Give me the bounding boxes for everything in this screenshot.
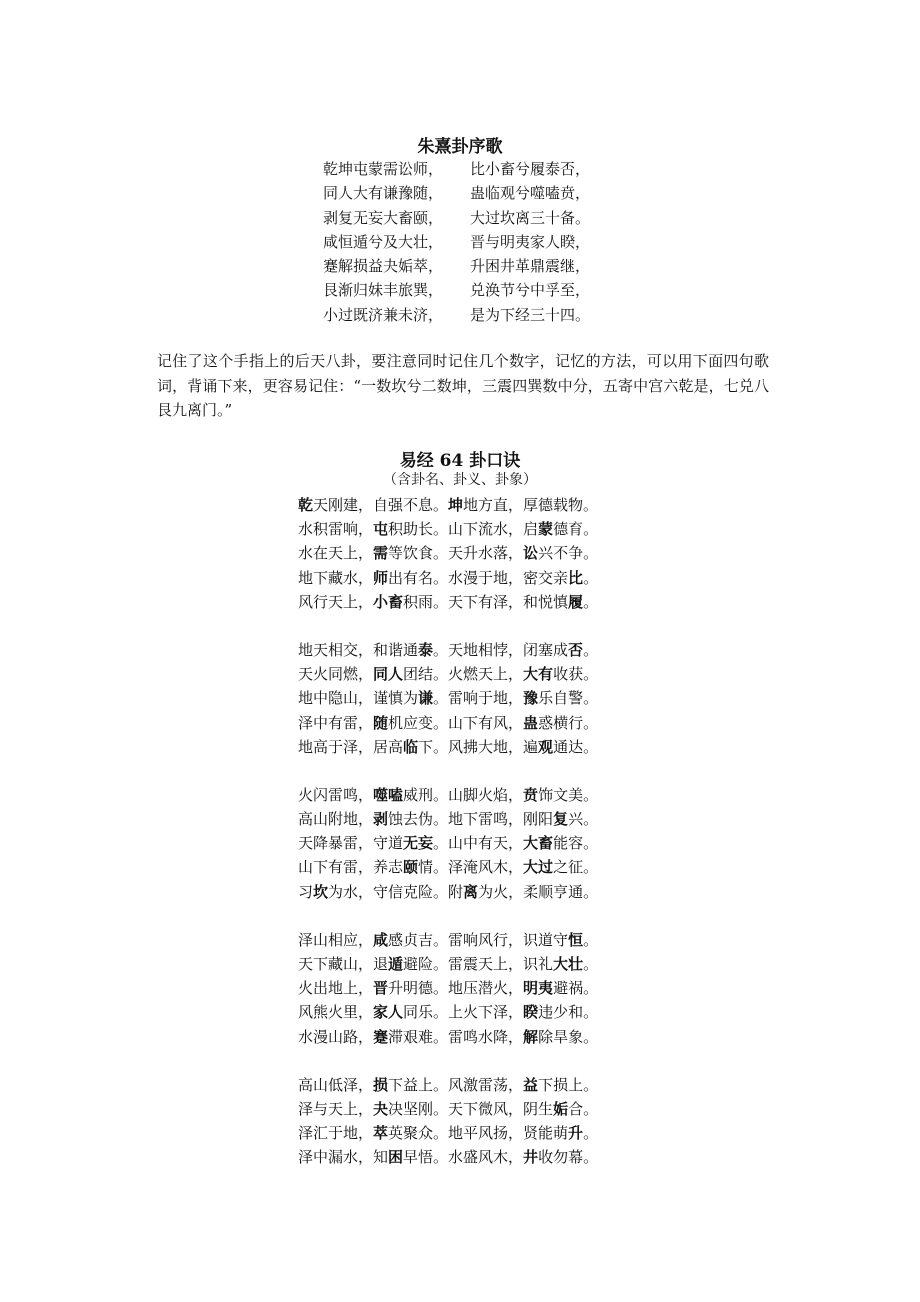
verse-text: 天火同燃，: [298, 665, 374, 684]
hexagram-name: 升: [568, 1124, 584, 1143]
hexagram-name: 颐: [403, 858, 419, 877]
verse-text: 地中隐山，谨慎为: [298, 689, 419, 708]
verse-text: 滞艰难。雷鸣水降，: [388, 1027, 524, 1046]
verse-line: [298, 711, 598, 735]
hexagram-name: 遁: [388, 955, 404, 973]
verse-group: [298, 638, 598, 759]
verse-text: 下。风拂大地，遍: [418, 737, 539, 756]
hexagram-name: 贲: [523, 785, 539, 804]
verse-text: 地天相交，和谐通: [298, 640, 419, 659]
hexagram-name: 剥: [373, 810, 389, 829]
verse-line: [298, 1145, 598, 1169]
hexagram-name: 家人: [373, 1003, 404, 1022]
formula-subtitle: （含卦名、卦义、卦象）: [383, 472, 537, 488]
song-line-first-half: 蹇解损益夬姤萃，: [323, 257, 444, 276]
verse-line: [298, 952, 598, 976]
verse-text: 蚀去伪。地下雷鸣，刚阳: [388, 810, 554, 829]
verse-group: [298, 493, 598, 614]
verse-text: 地高于泽，居高: [298, 737, 404, 756]
verse-text: 威刑。山脚火焰，: [403, 785, 524, 804]
verse-text: 下益上。风激雷荡，: [388, 1075, 524, 1094]
verse-text: 等饮食。天升水落，: [388, 544, 524, 563]
verse-text: 水漫山路，: [298, 1027, 374, 1046]
song-line-second-half: 晋与明夷家人睽，: [470, 232, 591, 251]
verse-text: 能容。: [553, 834, 599, 853]
hexagram-name: 咸: [373, 930, 389, 949]
verse-text: 水积雷响，: [298, 520, 374, 539]
verse-text: 风行天上，: [298, 592, 374, 611]
hexagram-name: 小畜: [373, 592, 404, 611]
hexagram-name: 需: [373, 544, 389, 563]
verse-text: 为水，守信克险。附: [328, 882, 464, 901]
hexagram-name: 解: [523, 1027, 539, 1046]
verse-text: 乐自警。: [538, 689, 599, 708]
verse-text: 出有名。水漫于地，密交亲: [388, 568, 569, 587]
hexagram-name: 益: [523, 1075, 539, 1094]
verse-text: 高山附地，: [298, 810, 374, 829]
song-line-second-half: 兑涣节兮中孚至，: [470, 281, 591, 300]
hexagram-name: 噬嗑: [373, 785, 404, 804]
song-line: [323, 157, 617, 181]
verse-line: [298, 590, 598, 614]
verse-text: 兴不争。: [538, 544, 599, 563]
song-line: [323, 230, 617, 254]
verse-text: 团结。火燃天上，: [403, 665, 524, 684]
hexagram-name: 夬: [373, 1099, 389, 1118]
verse-text: 早悟。水盛风木，: [403, 1148, 524, 1167]
hexagram-name: 蹇: [373, 1027, 389, 1046]
verse-text: 除旱象。: [538, 1027, 599, 1046]
verse-text: 情。泽淹风木，: [418, 858, 524, 877]
verse-text: 积雨。天下有泽，和悦慎: [403, 592, 569, 611]
song-line: [323, 206, 617, 230]
verse-text: 天下藏山，退: [298, 955, 389, 973]
hexagram-name: 谦: [418, 689, 434, 708]
verse-line: [298, 493, 598, 517]
verse-line: [298, 638, 598, 662]
hexagram-name: 姤: [553, 1099, 569, 1118]
verse-line: [298, 541, 598, 565]
song-verse-block: [323, 157, 617, 327]
song-line: [323, 181, 617, 205]
verse-text: 兴。: [568, 810, 599, 829]
verse-text: 。: [583, 592, 599, 611]
verse-line: [298, 735, 598, 759]
hexagram-name: 师: [373, 568, 389, 587]
verse-text: 积助长。山下流水，启: [388, 520, 539, 539]
verse-text: 泽汇于地，: [298, 1124, 374, 1143]
song-line-first-half: 艮渐归妹丰旅巽，: [323, 281, 444, 300]
song-line-second-half: 蛊临观兮噬嗑贲，: [470, 184, 591, 203]
verse-line: [298, 1025, 598, 1049]
verse-text: 为火，柔顺亨通。: [478, 882, 599, 901]
verse-text: 泽中有雷，: [298, 713, 374, 732]
verse-group: [298, 783, 598, 904]
verse-text: 违少和。: [538, 1003, 599, 1022]
hexagram-name: 大壮: [553, 955, 584, 973]
verse-text: 。天地相悖，闭塞成: [433, 640, 569, 659]
verse-text: 收获。: [553, 665, 599, 684]
verse-text: 惑横行。: [538, 713, 599, 732]
verse-group: [298, 1073, 598, 1170]
hexagram-name: 同人: [373, 665, 404, 684]
verse-text: 高山低泽，: [298, 1075, 374, 1094]
verse-text: 地下藏水，: [298, 568, 374, 587]
verse-text: 水在天上，: [298, 544, 374, 563]
verse-text: 风熊火里，: [298, 1003, 374, 1022]
verse-text: 机应变。山下有风，: [388, 713, 524, 732]
hexagram-name: 观: [538, 737, 554, 756]
hexagram-name: 困: [388, 1148, 404, 1167]
verse-text: 避祸。: [553, 979, 599, 998]
verse-text: 避险。雷震天上，识礼: [403, 955, 554, 973]
verse-text: 下损上。: [538, 1075, 599, 1094]
hexagram-name: 蒙: [538, 520, 554, 539]
hexagram-name: 豫: [523, 689, 539, 708]
hexagram-name: 履: [568, 592, 584, 611]
verse-text: 饰文美。: [538, 785, 599, 804]
hexagram-name: 复: [553, 810, 569, 829]
verse-text: 合。: [568, 1099, 599, 1118]
verse-line: [298, 855, 598, 879]
verse-line: [298, 783, 598, 807]
hexagram-name: 恒: [568, 930, 584, 949]
verse-text: 。雷响于地，: [433, 689, 524, 708]
song-line-second-half: 升困井革鼎震继，: [470, 257, 591, 276]
song-line-first-half: 咸恒遁兮及大壮，: [323, 232, 444, 251]
verse-text: 同乐。上火下泽，: [403, 1003, 524, 1022]
formula-title: 易经 64 卦口诀: [399, 451, 521, 471]
verse-text: 。: [583, 1124, 599, 1143]
memory-paragraph: 记住了这个手指上的后天八卦，要注意同时记住几个数字，记忆的方法，可以用下面四句歌词，背诵下来，更容易记住：“一数坎兮二数坤，三震四巽数中分，五寄中宫六乾是，七兑八艮九离门。”: [157, 352, 769, 419]
verse-text: 英聚众。地平风扬，贤能萌: [388, 1124, 569, 1143]
verse-line: [298, 517, 598, 541]
verse-text: 。: [583, 568, 599, 587]
verse-text: 天刚建，自强不息。: [313, 496, 449, 514]
hexagram-name: 井: [523, 1148, 539, 1167]
hexagram-name: 大过: [523, 858, 554, 877]
verse-text: 。: [583, 640, 599, 659]
verse-text: 之征。: [553, 858, 599, 877]
verse-text: 通达。: [553, 737, 599, 756]
verse-text: 泽与天上，: [298, 1099, 374, 1118]
hexagram-name: 乾: [298, 496, 314, 514]
hexagram-name: 随: [373, 713, 389, 732]
hexagram-name: 萃: [373, 1124, 389, 1143]
verse-text: 决坚刚。天下微风，阴生: [388, 1099, 554, 1118]
verse-line: [298, 1121, 598, 1145]
verse-text: 感贞吉。雷响风行，识道守: [388, 930, 569, 949]
verse-line: [298, 831, 598, 855]
verse-text: 火闪雷鸣，: [298, 785, 374, 804]
hexagram-name: 离: [463, 882, 479, 901]
song-line: [323, 303, 617, 327]
verse-line: [298, 686, 598, 710]
verse-line: [298, 1073, 598, 1097]
verse-line: [298, 928, 598, 952]
verse-text: 泽中漏水，知: [298, 1148, 389, 1167]
verse-text: 升明德。地压潜火，: [388, 979, 524, 998]
hexagram-name: 无妄: [403, 834, 434, 853]
hexagram-name: 大畜: [523, 834, 554, 853]
hexagram-name: 晋: [373, 979, 389, 998]
verse-text: 天降暴雷，守道: [298, 834, 404, 853]
hexagram-name: 睽: [523, 1003, 539, 1022]
hexagram-name: 坎: [313, 882, 329, 901]
verse-line: [298, 976, 598, 1000]
verse-line: [298, 807, 598, 831]
verse-text: 。: [583, 930, 599, 949]
verse-text: 泽山相应，: [298, 930, 374, 949]
verse-text: 山下有雷，养志: [298, 858, 404, 877]
hexagram-name: 屯: [373, 520, 389, 539]
verse-text: 火出地上，: [298, 979, 374, 998]
song-title: 朱熹卦序歌: [417, 137, 503, 157]
formula-verse-block: [298, 493, 598, 1194]
song-line: [323, 278, 617, 302]
hexagram-name: 坤: [448, 496, 464, 514]
verse-line: [298, 662, 598, 686]
verse-group: [298, 928, 598, 1049]
hexagram-name: 否: [568, 640, 584, 659]
hexagram-name: 蛊: [523, 713, 539, 732]
verse-line: [298, 880, 598, 904]
song-line-second-half: 比小畜兮履泰否，: [470, 160, 591, 178]
hexagram-name: 明夷: [523, 979, 554, 998]
song-line-second-half: 大过坎离三十备。: [470, 208, 591, 227]
hexagram-name: 临: [403, 737, 419, 756]
verse-line: [298, 566, 598, 590]
verse-text: 。: [583, 955, 599, 973]
song-line-first-half: 小过既济兼未济，: [323, 305, 444, 324]
hexagram-name: 比: [568, 568, 584, 587]
verse-text: 德育。: [553, 520, 599, 539]
verse-line: [298, 1000, 598, 1024]
hexagram-name: 大有: [523, 665, 554, 684]
song-line: [323, 254, 617, 278]
song-line-first-half: 乾坤屯蒙需讼师，: [323, 160, 444, 178]
song-line-first-half: 同人大有谦豫随，: [323, 184, 444, 203]
verse-text: 地方直，厚德载物。: [463, 496, 599, 514]
hexagram-name: 损: [373, 1075, 389, 1094]
hexagram-name: 泰: [418, 640, 434, 659]
verse-text: 收勿幕。: [538, 1148, 599, 1167]
verse-text: 。山中有天，: [433, 834, 524, 853]
verse-text: 习: [298, 882, 314, 901]
song-line-second-half: 是为下经三十四。: [470, 305, 591, 324]
verse-line: [298, 1097, 598, 1121]
hexagram-name: 讼: [523, 544, 539, 563]
song-line-first-half: 剥复无妄大畜颐，: [323, 208, 444, 227]
